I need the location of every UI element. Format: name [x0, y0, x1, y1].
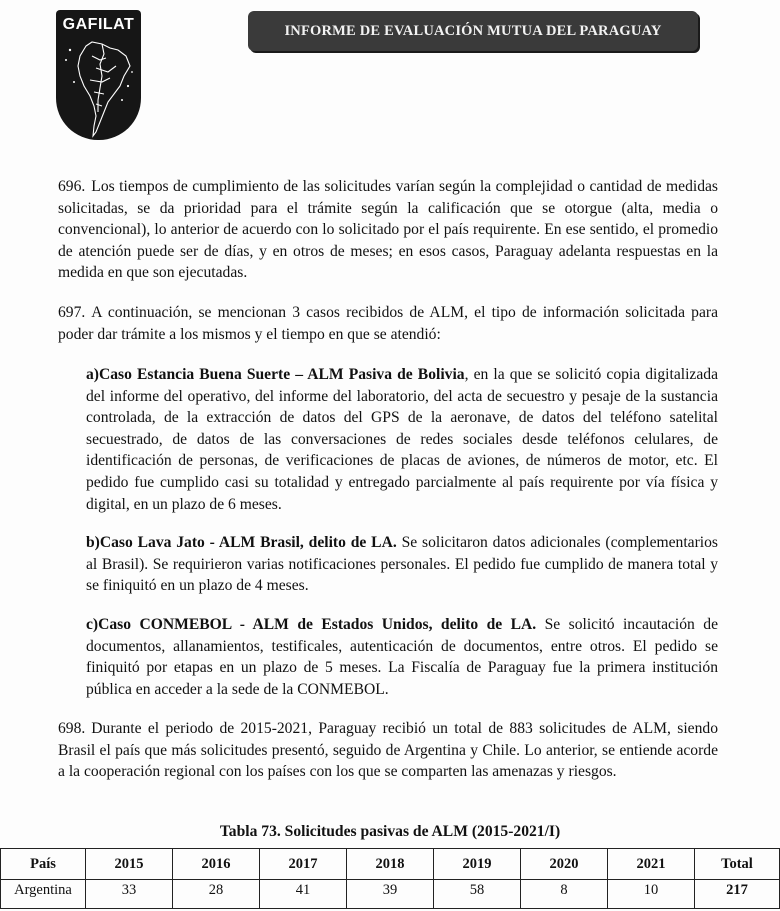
column-header: 2020 — [521, 849, 608, 880]
table-cell: 10 — [608, 880, 695, 909]
solicitudes-table — [0, 848, 780, 909]
paragraph-number: 698. — [58, 720, 86, 737]
case-text: , en la que se solicitó copia digitalizada del informe del operativo, del informe del laboratorio, del acta de secuestro y pesaje de la sustancia controlada, de la extracción de datos del GPS de la aeronave, de datos del teléfono satelital secuestrado, de datos de las conversaciones de redes sociales desde teléfonos celulares, de identificación de personas, de verificaciones de placas de aviones, de números de motor, etc. El pedido fue cumplido casi su totalidad y entregado parcialmente al país requirente por vía física y digital, en un plazo de 6 meses. — [86, 366, 718, 513]
case-text: Se solicitaron datos adicionales (complementarios al Brasil). Se requirieron varias notificaciones personales. El pedido fue cumplido de manera total y se finiquitó en un plazo de 4 meses. — [86, 534, 718, 595]
table-cell: 58 — [434, 880, 521, 909]
table-cell: 39 — [347, 880, 434, 909]
paragraph-698 — [58, 718, 718, 783]
case-title: Caso Estancia Buena Suerte – ALM Pasiva de Bolivia — [99, 366, 465, 383]
column-header: 2017 — [260, 849, 347, 880]
south-america-map-icon — [56, 36, 141, 140]
case-marker: b) — [86, 534, 100, 551]
case-title: Caso CONMEBOL - ALM de Estados Unidos, delito de LA. — [98, 616, 537, 633]
paragraph-696 — [58, 176, 718, 284]
table-cell: 28 — [173, 880, 260, 909]
logo-text: GAFILAT — [62, 16, 135, 33]
paragraph-text: Durante el periodo de 2015-2021, Paraguay recibió un total de 883 solicitudes de ALM, siendo Brasil el país que más solicitudes presentó, seguido de Argentina y Chile. Lo anterior, se entiende acorde a la cooperación regional con los países con los que se comparten las amenazas y riesgos. — [58, 720, 718, 781]
report-title: INFORME DE EVALUACIÓN MUTUA DEL PARAGUAY — [284, 22, 662, 39]
column-header: 2018 — [347, 849, 434, 880]
column-header: 2021 — [608, 849, 695, 880]
table-row — [1, 880, 780, 909]
case-text: Se solicitó incautación de documentos, allanamientos, testificales, autenticación de documentos, entre otros. El pedido se finiquitó por etapas en un plazo de 5 meses. La Fiscalía de Paraguay fue la primera institución pública en acceder a la sede de la CONMEBOL. — [86, 616, 718, 698]
table-cell: 8 — [521, 880, 608, 909]
column-header: 2016 — [173, 849, 260, 880]
case-a — [86, 364, 718, 515]
table-title: Tabla 73. Solicitudes pasivas de ALM (2015-2021/I) — [219, 823, 561, 840]
case-title: Caso Lava Jato - ALM Brasil, delito de LA. — [99, 534, 397, 551]
table-cell: 33 — [86, 880, 173, 909]
case-marker: a) — [86, 366, 99, 383]
report-title-banner — [248, 11, 698, 51]
column-header: 2015 — [86, 849, 173, 880]
gafilat-logo — [56, 10, 141, 140]
paragraph-number: 696. — [58, 178, 86, 195]
table-cell: 41 — [260, 880, 347, 909]
column-header: 2019 — [434, 849, 521, 880]
paragraph-697 — [58, 302, 718, 345]
table-cell-total: 217 — [695, 880, 780, 909]
paragraph-text: A continuación, se mencionan 3 casos recibidos de ALM, el tipo de información solicitada para poder dar trámite a los mismos y el tiempo en que se atendió: — [58, 304, 718, 343]
case-marker: c) — [86, 616, 99, 633]
case-c — [86, 614, 718, 700]
paragraph-number: 697. — [58, 304, 86, 321]
paragraph-text: Los tiempos de cumplimiento de las solicitudes varían según la complejidad o cantidad de medidas solicitadas, se da prioridad para el trámite según la calificación que se otorgue (alta, media o convencional), lo anterior de acuerdo con lo solicitado por el país requirente. En ese sentido, el promedio de atención puede ser de días, y en otros de meses; en esos casos, Paraguay adelanta respuestas en la medida en que son ejecutadas. — [58, 178, 718, 282]
table-header-row — [1, 849, 780, 880]
column-header: Total — [695, 849, 780, 880]
case-b — [86, 532, 718, 597]
table-cell: Argentina — [1, 880, 86, 909]
column-header: País — [1, 849, 86, 880]
